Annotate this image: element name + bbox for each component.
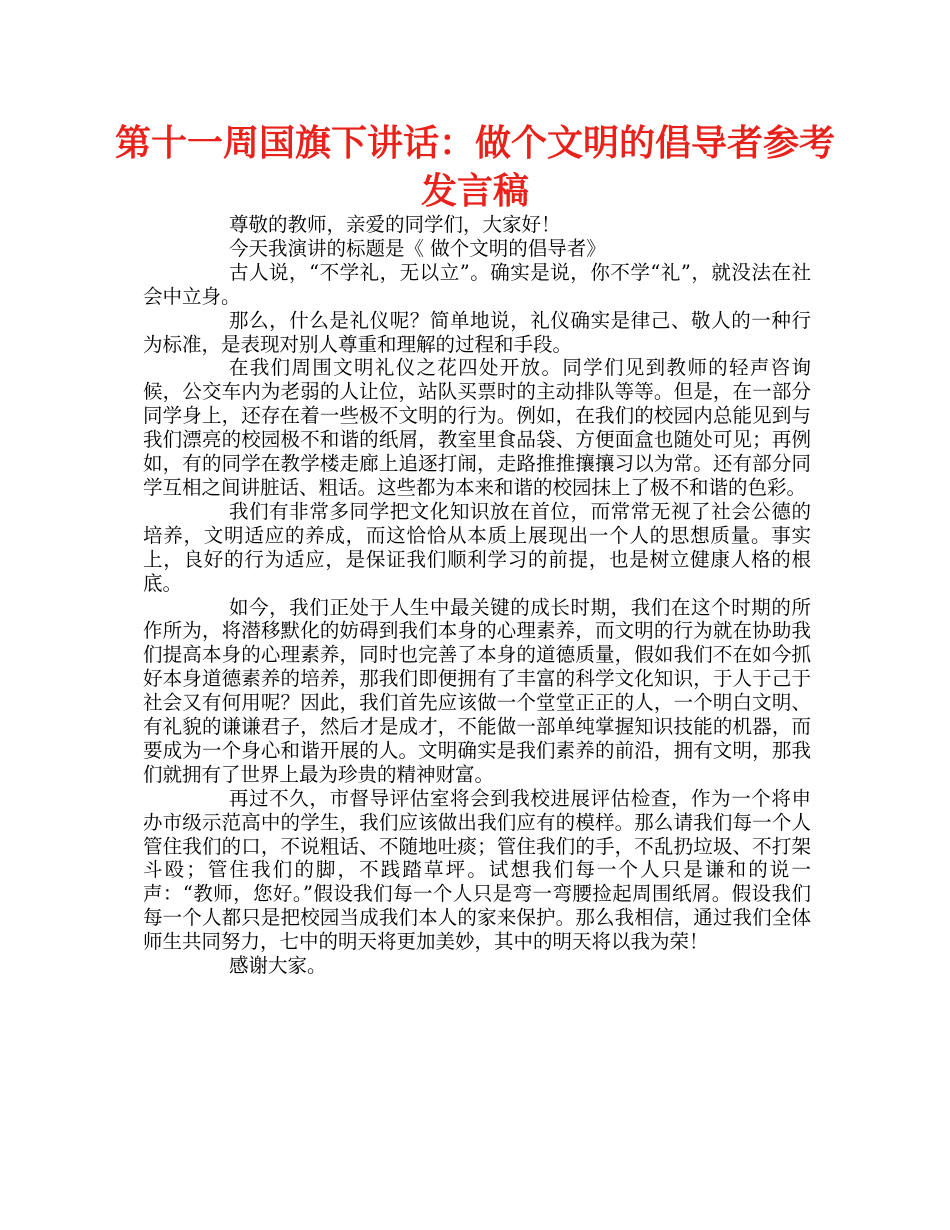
paragraph-campus-behavior: 在我们周围文明礼仪之花四处开放。同学们见到教师的轻声咨询候，公交车内为老弱的人让位，站队买票时的主动排队等等。但是，在一部分同学身上，还存在着一些极不文明的行为。例如，在我们的校园内总能见到与我们漂亮的校园极不和谐的纸屑，教室里食品袋、方便面盒也随处可见；再例如，有的同学在教学楼走廊上追逐打闹，走路推推攘攘习以为常。还有部分同学互相之间讲脏话、粗话。这些都为本来和谐的校园抹上了极不和谐的色彩。 [143, 356, 811, 499]
document-title: 第十一周国旗下讲话：做个文明的倡导者参考发言稿 [114, 123, 835, 212]
paragraph-growth-period: 如今，我们正处于人生中最关键的成长时期，我们在这个时期的所作所为，将潜移默化的妨碍到我们本身的心理素养，而文明的行为就在协助我们提高本身的心理素养，同时也完善了本身的道德质量，假如我们不在如今抓好本身道德素养的培养，那我们即便拥有了丰富的科学文化知识，于人于己于社会又有何用呢？因此，我们首先应该做一个堂堂正正的人，一个明白文明、有礼貌的谦谦君子，然后才是成才，不能做一部单纯掌握知识技能的机器，而要成为一个身心和谐开展的人。文明确实是我们素养的前沿，拥有文明，那我们就拥有了世界上最为珍贵的精神财富。 [143, 595, 811, 786]
paragraph-social-morality: 我们有非常多同学把文化知识放在首位，而常常无视了社会公德的培养，文明适应的养成，而这恰恰从本质上展现出一个人的思想质量。事实上，良好的行为适应，是保证我们顺利学习的前提，也是树立健康人格的根底。 [143, 499, 811, 595]
paragraph-evaluation-call: 再过不久，市督导评估室将会到我校进展评估检查，作为一个将申办市级示范高中的学生，我们应该做出我们应有的模样。那么请我们每一个人管住我们的口，不说粗话、不随地吐痰；管住我们的手，不乱扔垃圾、不打架斗殴；管住我们的脚，不践踏草坪。试想我们每一个人只是谦和的说一声：“教师，您好。”假设我们每一个人只是弯一弯腰捡起周围纸屑。假设我们每一个人都只是把校园当成我们本人的家来保护。那么我相信，通过我们全体师生共同努力，七中的明天将更加美妙，其中的明天将以我为荣！ [143, 786, 811, 954]
paragraph-ancient-saying: 古人说，“不学礼，无以立”。确实是说，你不学“礼”，就没法在社会中立身。 [143, 260, 811, 308]
paragraph-topic: 今天我演讲的标题是《 做个文明的倡导者》 [229, 236, 606, 260]
paragraph-etiquette-definition: 那么，什么是礼仪呢？简单地说，礼仪确实是律己、敬人的一种行为标准，是表现对别人尊重和理解的过程和手段。 [143, 308, 811, 356]
document-body [143, 213, 811, 978]
paragraph-thanks: 感谢大家。 [229, 954, 327, 978]
paragraph-greeting: 尊敬的教师，亲爱的同学们，大家好！ [229, 213, 561, 236]
